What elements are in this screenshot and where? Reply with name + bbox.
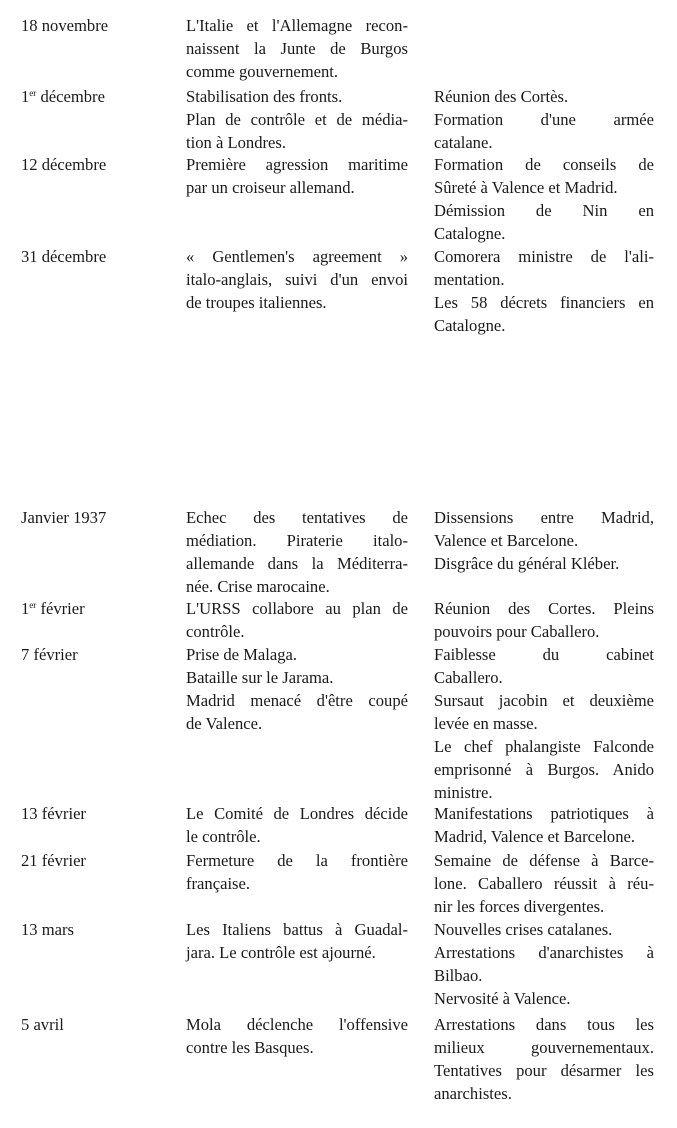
internal-entry: Manifestations patriotiques à [434, 804, 654, 823]
row-date: Janvier 1937 [21, 508, 107, 527]
event-entry: Fermeture de la frontière [186, 851, 408, 870]
row-date: 1er février [21, 599, 85, 618]
event-entry: allemande dans la Méditerra- [186, 554, 408, 573]
internal-entry: Dissensions entre Madrid, [434, 508, 654, 527]
international-events [186, 85, 408, 154]
event-entry: de Valence. [186, 714, 263, 733]
internal-events [434, 506, 654, 575]
row-date: 13 mars [21, 920, 74, 939]
event-entry: comme gouvernement. [186, 62, 339, 81]
event-entry: médiation. Piraterie italo- [186, 531, 408, 550]
event-entry: Première agression maritime [186, 155, 408, 174]
internal-entry: mentation. [434, 270, 505, 289]
internal-events [434, 643, 654, 804]
event-entry: le contrôle. [186, 827, 261, 846]
international-events [186, 14, 408, 83]
internal-events [434, 1013, 654, 1105]
international-events [186, 245, 408, 314]
internal-entry: Sûreté à Valence et Madrid. [434, 178, 618, 197]
internal-entry: Tentatives pour désarmer les [434, 1061, 654, 1080]
internal-entry: Nervosité à Valence. [434, 989, 571, 1008]
international-events [186, 918, 408, 964]
event-entry: Le Comité de Londres décide [186, 804, 408, 823]
internal-entry: Le chef phalangiste Falconde [434, 737, 654, 756]
event-entry: « Gentlemen's agreement » [186, 247, 408, 266]
event-entry: L'URSS collabore au plan de [186, 599, 408, 618]
row-date: 21 février [21, 851, 86, 870]
event-entry: italo-anglais, suivi d'un envoi [186, 270, 408, 289]
international-events [186, 506, 408, 598]
internal-entry: lone. Caballero réussit à réu- [434, 874, 654, 893]
internal-events [434, 849, 654, 918]
row-date: 31 décembre [21, 247, 107, 266]
event-entry: Les Italiens battus à Guadal- [186, 920, 408, 939]
row-date: 18 novembre [21, 16, 109, 35]
internal-entry: Les 58 décrets financiers en [434, 293, 654, 312]
internal-events [434, 85, 654, 154]
event-entry: jara. Le contrôle est ajourné. [186, 943, 376, 962]
event-entry: de troupes italiennes. [186, 293, 327, 312]
internal-entry: catalane. [434, 133, 493, 152]
row-date: 7 février [21, 645, 78, 664]
internal-entry: Formation d'une armée [434, 110, 654, 129]
international-events [186, 802, 408, 848]
row-date: 13 février [21, 804, 86, 823]
international-events [186, 849, 408, 895]
internal-events [434, 918, 654, 1010]
row-date: 12 décembre [21, 155, 107, 174]
internal-entry: Sursaut jacobin et deuxième [434, 691, 654, 710]
internal-events [434, 802, 654, 848]
event-entry: française. [186, 874, 251, 893]
internal-entry: anarchistes. [434, 1084, 512, 1103]
internal-entry: Comorera ministre de l'ali- [434, 247, 654, 266]
internal-entry: Semaine de défense à Barce- [434, 851, 654, 870]
internal-entry: Madrid, Valence et Barcelone. [434, 827, 636, 846]
row-date: 1er décembre [21, 87, 105, 106]
internal-entry: Bilbao. [434, 966, 483, 985]
internal-events [434, 597, 654, 643]
event-entry: Stabilisation des fronts. [186, 87, 343, 106]
event-entry: Mola déclenche l'offensive [186, 1015, 408, 1034]
internal-entry: Formation de conseils de [434, 155, 654, 174]
row-date: 5 avril [21, 1015, 64, 1034]
internal-entry: emprisonné à Burgos. Anido [434, 760, 654, 779]
event-entry: Bataille sur le Jarama. [186, 668, 334, 687]
event-entry: par un croiseur allemand. [186, 178, 355, 197]
internal-events [434, 153, 654, 245]
internal-entry: milieux gouvernementaux. [434, 1038, 654, 1057]
international-events [186, 597, 408, 643]
internal-entry: Valence et Barcelone. [434, 531, 579, 550]
event-entry: contrôle. [186, 622, 245, 641]
event-entry: Madrid menacé d'être coupé [186, 691, 408, 710]
internal-events [434, 245, 654, 337]
international-events [186, 153, 408, 199]
event-entry: naissent la Junte de Burgos [186, 39, 408, 58]
internal-entry: levée en masse. [434, 714, 538, 733]
internal-entry: Nouvelles crises catalanes. [434, 920, 613, 939]
internal-entry: nir les forces divergentes. [434, 897, 605, 916]
international-events [186, 643, 408, 735]
event-entry: née. Crise marocaine. [186, 577, 330, 596]
event-entry: Prise de Malaga. [186, 645, 298, 664]
internal-entry: Réunion des Cortes. Pleins [434, 599, 654, 618]
internal-entry: Réunion des Cortès. [434, 87, 569, 106]
internal-entry: Catalogne. [434, 316, 506, 335]
event-entry: Echec des tentatives de [186, 508, 408, 527]
event-entry: L'Italie et l'Allemagne recon- [186, 16, 408, 35]
international-events [186, 1013, 408, 1059]
internal-entry: Faiblesse du cabinet [434, 645, 654, 664]
internal-entry: Caballero. [434, 668, 503, 687]
internal-entry: Arrestations d'anarchistes à [434, 943, 654, 962]
event-entry: tion à Londres. [186, 133, 287, 152]
internal-entry: Arrestations dans tous les [434, 1015, 654, 1034]
internal-entry: Catalogne. [434, 224, 506, 243]
event-entry: contre les Basques. [186, 1038, 314, 1057]
internal-entry: pouvoirs pour Caballero. [434, 622, 600, 641]
internal-entry: ministre. [434, 783, 493, 802]
event-entry: Plan de contrôle et de média- [186, 110, 408, 129]
internal-entry: Démission de Nin en [434, 201, 654, 220]
internal-entry: Disgrâce du général Kléber. [434, 554, 620, 573]
